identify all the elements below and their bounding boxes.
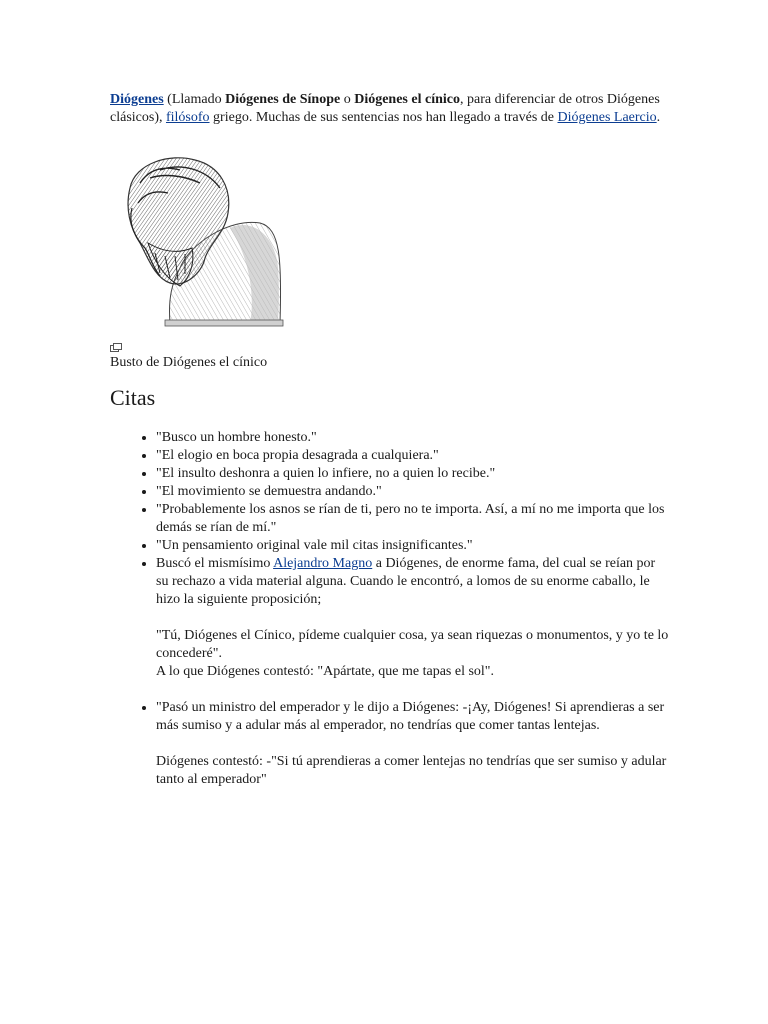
diogenes-link[interactable]: Diógenes — [110, 92, 164, 107]
quote-item: • "El movimiento se demuestra andando." — [156, 483, 670, 501]
quote-item: • "Busco un hombre honesto." — [156, 429, 670, 447]
quote-item: • "El elogio en boca propia desagrada a cualquiera." — [156, 447, 670, 465]
intro-paragraph — [110, 91, 670, 127]
diogenes-laercio-link[interactable]: Diógenes Laercio — [557, 110, 657, 125]
quote-item: • "Probablemente los asnos se rían de ti, pero no te importa. Así, a mí no me importa que los demás se rían de mí." — [156, 501, 670, 537]
quote-text: Diógenes contestó: -"Si tú aprendieras a comer lentejas no tendrías que ser sumiso y adular tanto al emperador" — [156, 754, 667, 787]
quote-item-alejandro — [156, 555, 670, 681]
intro-bold-cinico: Diógenes el cínico — [354, 92, 460, 107]
intro-text-5: . — [656, 110, 661, 125]
quote-text: Buscó el mismísimo — [156, 556, 274, 571]
intro-bold-sinope: Diógenes de Sínope — [225, 92, 341, 107]
quote-text: A lo que Diógenes contestó: "Apártate, que me tapas el sol". — [156, 664, 495, 679]
intro-text-3: , para diferenciar de otros Diógenes clásicos), — [110, 92, 660, 125]
intro-text-1: (Llamado — [163, 92, 226, 107]
intro-text-4: griego. Muchas de sus sentencias nos han llegado a través de — [209, 110, 558, 125]
quote-item: • "El insulto deshonra a quien lo infiere, no a quien lo recibe." — [156, 465, 670, 483]
article-body — [110, 91, 670, 789]
filosofo-link[interactable]: filósofo — [165, 110, 210, 125]
bust-portrait-image[interactable] — [110, 148, 285, 328]
section-heading-citas: Citas — [110, 385, 156, 410]
intro-text-2: o — [340, 92, 355, 107]
quote-text: • "Pasó un ministro del emperador y le dijo a Diógenes: -¡Ay, Diógenes! Si aprendieras a ser más sumiso y a adular más al emperador, no tendrías que comer tantas lentejas. — [156, 700, 665, 733]
figure — [110, 148, 285, 372]
quote-item-ministro — [156, 699, 670, 789]
quotes-list — [110, 429, 670, 789]
quote-text: a Diógenes, de enorme fama, del cual se reían por su rechazo a vida material alguna. Cuando le encontró, a lomos de su enorme caballo, le hizo la siguiente proposición; — [156, 556, 656, 607]
enlarge-icon[interactable] — [110, 343, 122, 353]
alejandro-magno-link[interactable]: Alejandro Magno — [273, 556, 373, 571]
quote-text: "Tú, Diógenes el Cínico, pídeme cualquier cosa, ya sean riquezas o monumentos, y yo te lo concederé". — [156, 628, 669, 661]
quote-item: • "Un pensamiento original vale mil citas insignificantes." — [156, 537, 670, 555]
figure-caption: Busto de Diógenes el cínico — [110, 355, 268, 370]
